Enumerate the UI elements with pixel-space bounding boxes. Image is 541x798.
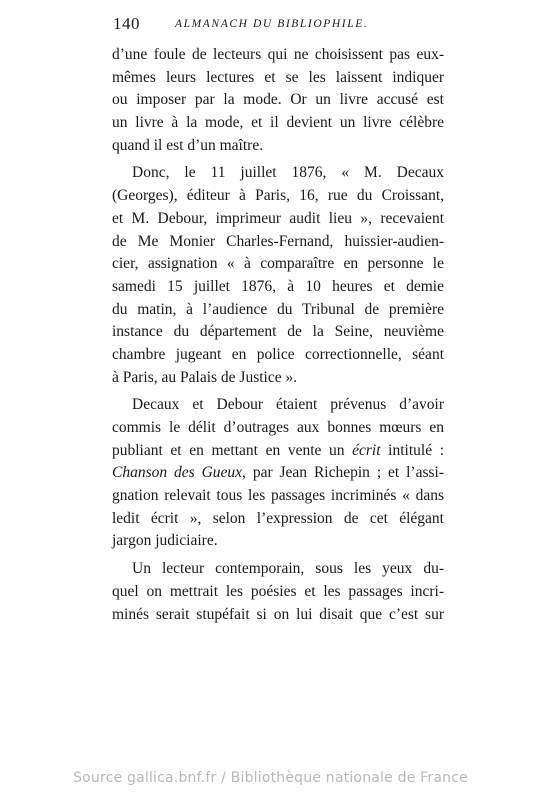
text-line: Un lecteur contemporain, sous les yeux du- xyxy=(132,560,444,578)
text-line: gnation relevait tous les passages incriminés « dans xyxy=(112,487,444,505)
text-line: Donc, le 11 juillet 1876, « M. Decaux xyxy=(132,164,444,182)
text-line: minés serait stupéfait si on lui disait que c’est sur xyxy=(112,605,444,623)
text-line: commis le délit d’outrages aux bonnes mœurs en xyxy=(112,419,444,436)
text-line: (Georges), éditeur à Paris, 16, rue du Croissant, xyxy=(112,187,444,205)
text-line: quand il est d’un maître. xyxy=(112,136,264,154)
source-footer: Source gallica.bnf.fr / Bibliothèque nationale de France xyxy=(73,770,468,786)
text-line: Chanson des Gueux, par Jean Richepin ; et l’assi- xyxy=(112,464,444,482)
paragraph-4 xyxy=(112,558,444,626)
text-line: cier, assignation « à comparaître en personne le xyxy=(112,255,444,273)
text-line: et M. Debour, imprimeur audit lieu », recevaient xyxy=(112,209,444,227)
text-line: chambre jugeant en police correctionnelle, séant xyxy=(112,345,444,363)
page-number: 140 xyxy=(113,14,140,33)
text-line: samedi 15 juillet 1876, à 10 heures et demie xyxy=(112,277,444,295)
book-title: Chanson des Gueux xyxy=(112,464,243,482)
text-line: mêmes leurs lectures et se les laissent indiquer xyxy=(112,68,444,86)
text-line: publiant et en mettant en vente un écrit intitulé : xyxy=(112,441,445,459)
text-line: un livre à la mode, et il devient un livre célèbre xyxy=(112,114,444,132)
paragraph-3 xyxy=(112,394,444,553)
text-line: du matin, à l’audience du Tribunal de première xyxy=(112,300,444,318)
paragraph-2 xyxy=(112,162,444,389)
text-line: quel on mettrait les poésies et les passages incri- xyxy=(112,582,444,600)
body-text xyxy=(112,44,444,626)
running-title: ALMANACH DU BIBLIOPHILE. xyxy=(175,18,369,30)
text-line: ledit écrit », selon l’expression de cet élégant xyxy=(112,509,444,527)
text-line: à Paris, au Palais de Justice ». xyxy=(112,368,298,386)
page-header xyxy=(113,10,443,36)
text-line: jargon judiciaire. xyxy=(112,532,218,550)
paragraph-1 xyxy=(112,44,444,157)
text-line: Decaux et Debour étaient prévenus d’avoir xyxy=(132,396,444,414)
text-line: instance du département de la Seine, neuvième xyxy=(112,323,444,341)
text-line: ou imposer par la mode. Or un livre accusé est xyxy=(112,91,444,109)
emphasized-word: écrit xyxy=(352,441,381,459)
text-line: de Me Monier Charles-Fernand, huissier-audien- xyxy=(112,232,444,250)
text-line: d’une foule de lecteurs qui ne choisissent pas eux- xyxy=(112,46,444,63)
